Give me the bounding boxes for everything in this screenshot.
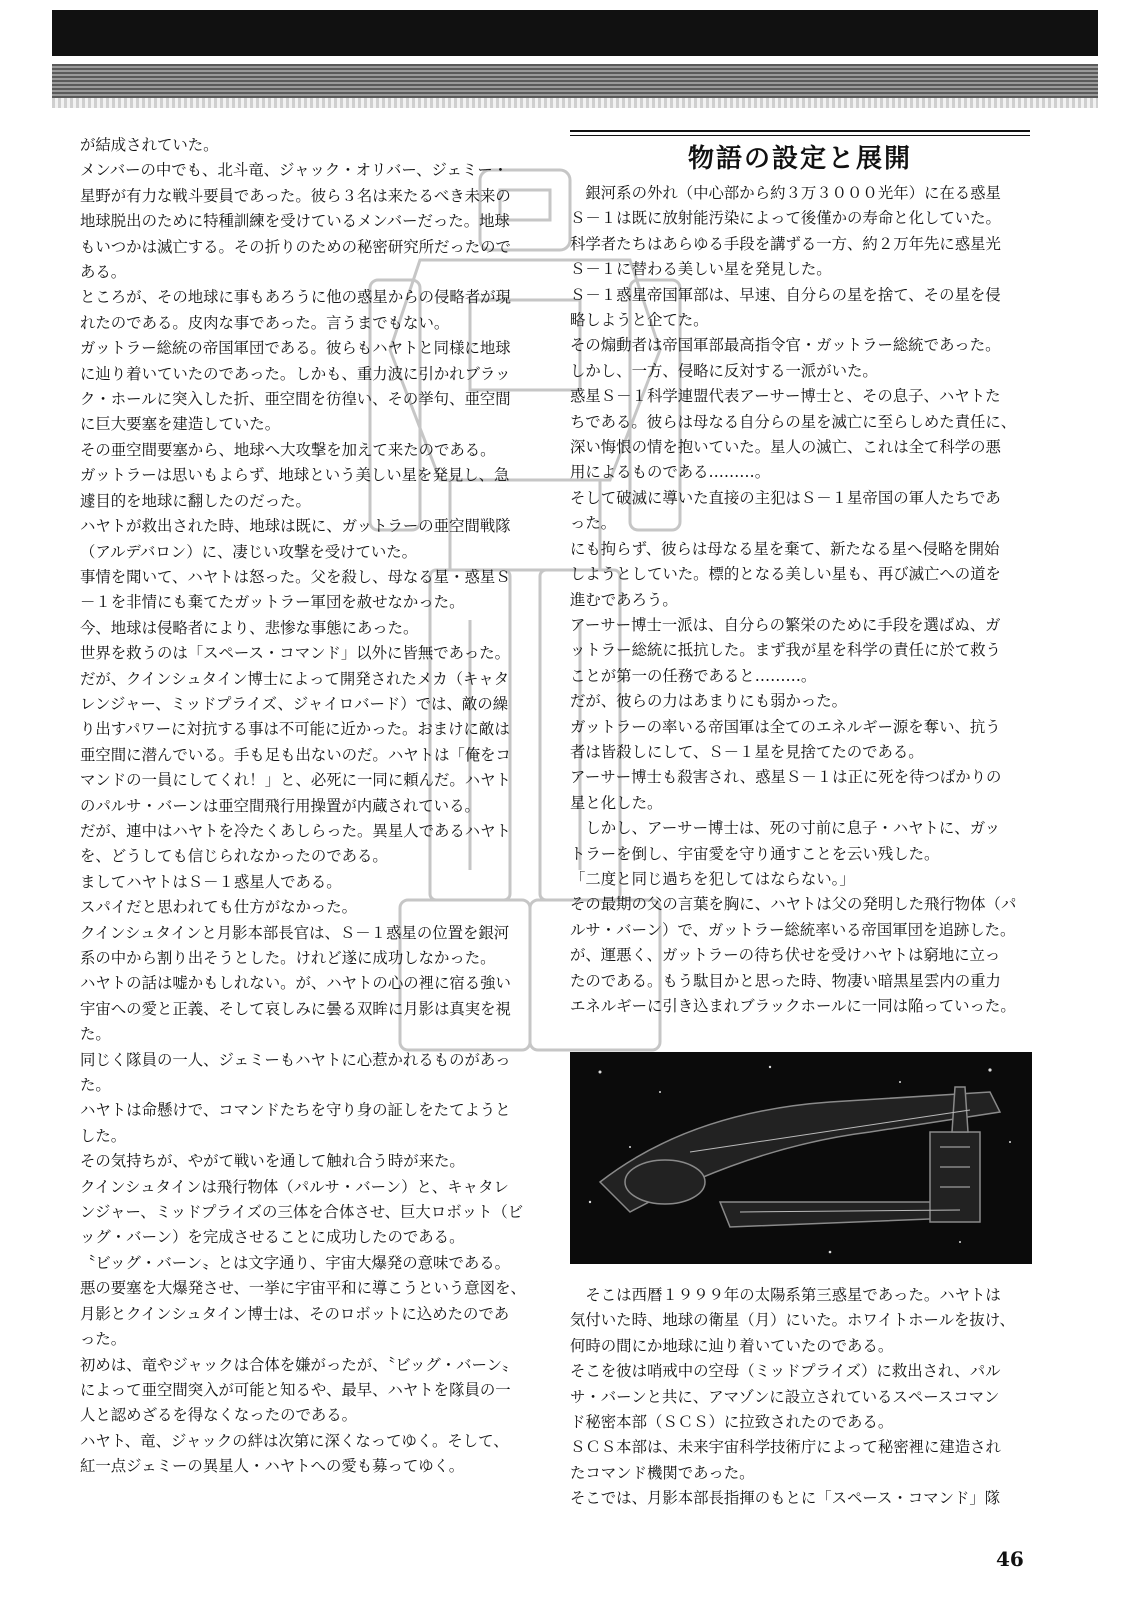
text-line: クインシュタインは飛行物体（パルサ・バーン）と、キャタレ: [80, 1177, 509, 1196]
text-line: に辿り着いていたのであった。しかも、重力波に引かれブラッ: [80, 364, 511, 383]
text-line: 惑星Ｓ－１科学連盟代表アーサー博士と、その息子、ハヤトた: [570, 387, 1001, 406]
text-line: 星野が有力な戦斗要員であった。彼ら３名は来たるべき未来の: [80, 186, 511, 205]
text-line: Ｓ－１は既に放射能汚染によって後僅かの寿命と化していた。: [570, 209, 1001, 228]
text-line: にも拘らず、彼らは母なる星を棄て、新たなる星へ侵略を開始: [570, 539, 1000, 558]
text-line: 月影とクインシュタイン博士は、そのロボットに込めたのであ: [80, 1304, 510, 1323]
text-line: ハヤトが救出された時、地球は既に、ガットラーの亜空間戦隊: [80, 517, 511, 536]
text-line: 略しようと企てた。: [570, 311, 709, 330]
text-line: 気付いた時、地球の衛星（月）にいた。ホワイトホールを抜け、: [570, 1311, 1015, 1330]
text-line: しようとしていた。標的となる美しい星も、再び滅亡への道を: [570, 565, 1001, 584]
text-line: 「二度と同じ過ちを犯してはならない。」: [570, 869, 855, 888]
text-line: 用によるものである………。: [570, 463, 771, 482]
text-line: ハヤトは命懸けで、コマンドたちを守り身の証しをたてようと: [80, 1101, 511, 1120]
text-line: Ｓ－１惑星帝国軍部は、早速、自分らの星を捨て、その星を侵: [570, 285, 1001, 304]
text-line: メンバーの中でも、北斗竜、ジャック・オリバー、ジェミー・: [80, 161, 509, 180]
text-line: サ・バーンと共に、アマゾンに設立されているスペースコマン: [570, 1387, 1000, 1406]
text-line: 初めは、竜やジャックは合体を嫌がったが、〝ビッグ・バーン〟: [80, 1355, 518, 1374]
text-line: 系の中から割り出そうとした。けれど遂に成功しなかった。: [80, 949, 496, 967]
text-line: その煽動者は帝国軍部最高指令官・ガットラー総統であった。: [570, 336, 1001, 355]
right-text-column-bottom: [570, 1283, 1030, 1512]
header-gray-band: [52, 64, 1098, 98]
text-line: り出すパワーに対抗する事は不可能に近かった。おまけに敵は: [80, 720, 510, 739]
text-line: アーサー博士一派は、自分らの繁栄のために手段を選ばぬ、ガ: [570, 615, 1001, 634]
left-text-column: [80, 133, 550, 1480]
text-line: た。: [80, 1025, 111, 1044]
text-line: ちである。彼らは母なる自分らの星を滅亡に至らしめた責任に、: [570, 412, 1017, 431]
heading-rule: [570, 135, 1030, 136]
right-text-column-top: [570, 181, 1030, 1019]
text-line: だが、彼らの力はあまりにも弱かった。: [570, 692, 848, 711]
text-line: その最期の父の言葉を胸に、ハヤトは父の発明した飛行物体（パ: [570, 895, 1017, 914]
text-line: ガットラーは思いもよらず、地球という美しい星を発見し、急: [80, 466, 510, 485]
text-line: 事情を聞いて、ハヤトは怒った。父を殺し、母なる星・惑星Ｓ: [80, 567, 511, 586]
text-line: た。: [80, 1076, 111, 1095]
text-line: Ｓ－１に替わる美しい星を発見した。: [570, 260, 832, 279]
text-line: 悪の要塞を大爆発させ、一挙に宇宙平和に導こうという意図を、: [80, 1279, 526, 1298]
text-line: 科学者たちはあらゆる手段を講ずる一方、約２万年先に惑星光: [570, 234, 1001, 253]
text-line: レンジャー、ミッドプライズ、ジャイロバード）では、敵の繰: [80, 694, 509, 713]
text-line: 星と化した。: [570, 793, 663, 812]
text-line: ットラー総統に抵抗した。まず我が星を科学の責任に於て救う: [570, 641, 1001, 660]
text-line: 何時の間にか地球に辿り着いていたのである。: [570, 1336, 894, 1355]
text-line: そして破滅に導いた直接の主犯はＳ－１星帝国の軍人たちであ: [570, 488, 1001, 507]
text-line: たのである。もう駄目かと思った時、物凄い暗黒星雲内の重力: [570, 971, 1001, 990]
text-line: 遽目的を地球に翻したのだった。: [80, 491, 311, 510]
page-number: 46: [996, 1547, 1024, 1571]
text-line: ガットラーの率いる帝国軍は全てのエネルギー源を奪い、抗う: [570, 717, 1001, 736]
section-heading: 物語の設定と展開: [687, 144, 912, 174]
text-line: しかし、一方、侵略に反対する一派がいた。: [570, 361, 878, 380]
text-line: －１を非情にも棄てたガットラー軍団を赦せなかった。: [80, 593, 465, 612]
text-line: ましてハヤトはＳ－１惑星人である。: [80, 872, 342, 891]
text-line: ルサ・バーン）で、ガットラー総統率いる帝国軍団を追跡した。: [570, 920, 1016, 939]
text-line: スパイだと思われても仕方がなかった。: [80, 898, 358, 917]
text-line: 地球脱出のために特種訓練を受けているメンバーだった。地球: [80, 212, 510, 231]
text-line: 〝ビッグ・バーン〟とは文字通り、宇宙大爆発の意味である。: [80, 1253, 511, 1272]
spaceship-photo: [570, 1052, 1032, 1264]
text-line: 亜空間に潜んでいる。手も足も出ないのだ。ハヤトは「俺をコ: [80, 745, 511, 764]
text-line: を、どうしても信じられなかったのである。: [80, 847, 388, 866]
header-gray-band-light: [52, 98, 1098, 108]
text-line: 今、地球は侵略者により、悲惨な事態にあった。: [80, 618, 419, 637]
text-line: 同じく隊員の一人、ジェミーもハヤトに心惹かれるものがあっ: [80, 1050, 511, 1069]
text-line: その亜空間要塞から、地球へ大攻撃を加えて来たのである。: [80, 440, 496, 459]
text-line: によって亜空間突入が可能と知るや、最早、ハヤトを隊員の一: [80, 1380, 511, 1399]
text-line: 宇宙への愛と正義、そして哀しみに曇る双眸に月影は真実を視: [80, 999, 511, 1018]
text-line: ガットラー総統の帝国軍団である。彼らもハヤトと同様に地球: [80, 339, 511, 358]
text-line: ハヤトの話は嘘かもしれない。が、ハヤトの心の裡に宿る強い: [80, 974, 511, 993]
text-line: トラーを倒し、宇宙愛を守り通すことを云い残した。: [570, 844, 940, 863]
text-line: 深い悔恨の情を抱いていた。星人の滅亡、これは全て科学の悪: [570, 438, 1001, 457]
text-line: ッグ・バーン）を完成させることに成功したのである。: [80, 1228, 465, 1247]
text-line: たコマンド機関であった。: [570, 1463, 755, 1482]
text-line: ンジャー、ミッドプライズの三体を合体させ、巨大ロボット（ビ: [80, 1203, 524, 1222]
text-line: れたのである。皮肉な事であった。言うまでもない。: [80, 313, 450, 332]
text-line: （アルデバロン）に、凄じい攻撃を受けていた。: [80, 542, 418, 561]
text-line: ハヤト、竜、ジャックの絆は次第に深くなってゆく。そして、: [80, 1431, 509, 1450]
text-line: もいつかは滅亡する。その折りのための秘密研究所だったので: [80, 237, 511, 256]
text-line: 世界を救うのは「スペース・コマンド」以外に皆無であった。: [80, 644, 511, 663]
text-line: 銀河系の外れ（中心部から約３万３０００光年）に在る惑星: [570, 184, 1001, 202]
text-line: った。: [570, 514, 617, 533]
section-heading-box: [570, 130, 1030, 176]
text-line: ド秘密本部（ＳＣＳ）に拉致されたのである。: [570, 1413, 894, 1432]
text-line: った。: [80, 1330, 127, 1349]
text-line: クインシュタインと月影本部長官は、Ｓ－１惑星の位置を銀河: [80, 923, 510, 942]
text-line: が結成されていた。: [80, 136, 219, 154]
text-line: ところが、その地球に事もあろうに他の惑星からの侵略者が現: [80, 288, 511, 307]
text-line: 人と認めざるを得なくなったのである。: [80, 1406, 358, 1425]
text-line: 進むであろう。: [570, 590, 678, 609]
text-line: した。: [80, 1126, 127, 1145]
text-line: アーサー博士も殺害され、惑星Ｓ－１は正に死を待つばかりの: [570, 768, 1002, 787]
text-line: のパルサ・バーンは亜空間飛行用操置が内蔵されている。: [80, 796, 480, 815]
text-line: ク・ホールに突入した折、亜空間を彷徨い、その挙句、亜空間: [80, 390, 511, 409]
text-line: そこは西暦１９９９年の太陽系第三惑星であった。ハヤトは: [570, 1286, 1001, 1304]
text-line: ＳＣＳ本部は、未来宇宙科学技術庁によって秘密裡に建造され: [570, 1438, 1001, 1457]
text-line: だが、クインシュタイン博士によって開発されたメカ（キャタ: [80, 669, 510, 688]
text-line: そこを彼は哨戒中の空母（ミッドプライズ）に救出され、パル: [570, 1362, 1001, 1381]
text-line: そこでは、月影本部長指揮のもとに「スペース・コマンド」隊: [570, 1489, 1001, 1508]
text-line: しかし、アーサー博士は、死の寸前に息子・ハヤトに、ガッ: [570, 819, 1001, 838]
text-line: その気持ちが、やがて戦いを通して触れ合う時が来た。: [80, 1152, 465, 1171]
text-line: ある。: [80, 263, 127, 282]
header-black-band: [52, 10, 1098, 56]
text-line: エネルギーに引き込まれブラックホールに一同は陥っていった。: [570, 997, 1016, 1015]
text-line: だが、連中はハヤトを冷たくあしらった。異星人であるハヤト: [80, 821, 511, 840]
text-line: が、運悪く、ガットラーの待ち伏せを受けハヤトは窮地に立っ: [570, 946, 1001, 965]
text-line: ことが第一の任務であると………。: [570, 666, 817, 685]
text-line: 紅一点ジェミーの異星人・ハヤトへの愛も募ってゆく。: [80, 1457, 465, 1476]
text-line: に巨大要塞を建造していた。: [80, 415, 281, 434]
text-line: マンドの一員にしてくれ！」と、必死に一同に頼んだ。ハヤト: [80, 771, 511, 790]
text-line: 者は皆殺しにして、Ｓ－１星を見捨てたのである。: [570, 742, 924, 761]
